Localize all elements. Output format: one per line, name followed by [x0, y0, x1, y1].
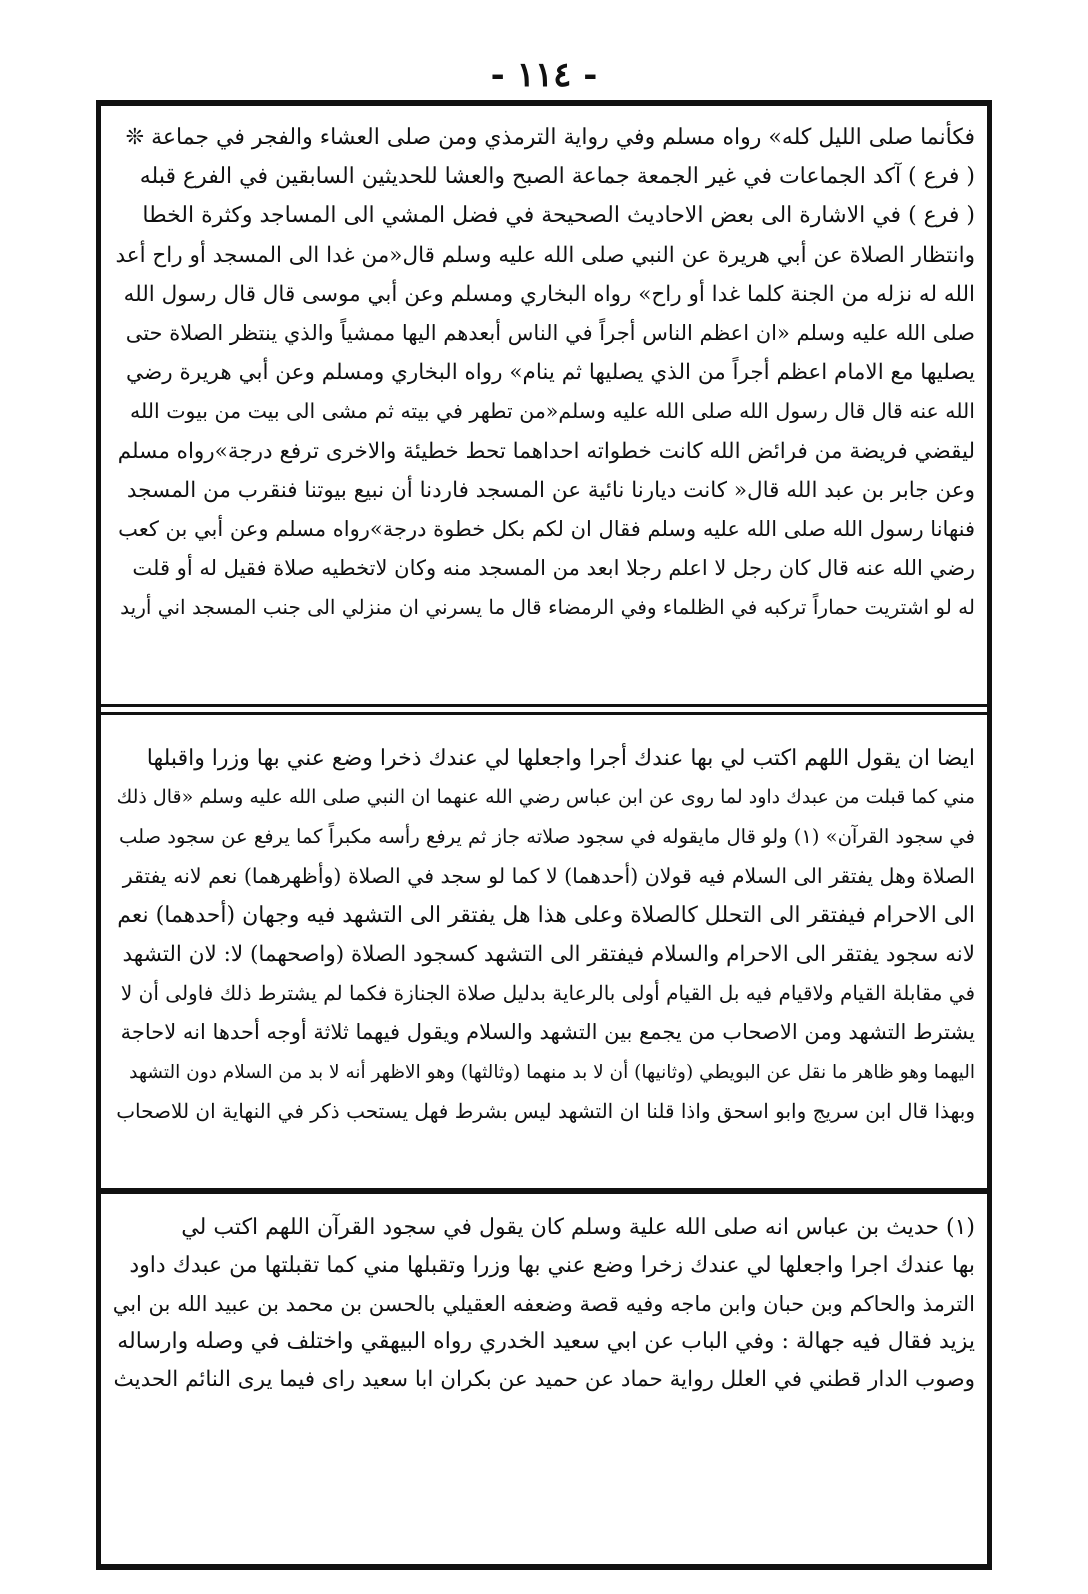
text-line: في مقابلة القيام ولاقيام فيه بل القيام أولى بالرعاية بدليل صلاة الجنازة فكما لم يشترط ذلك فاولى أن لا [120, 981, 975, 1006]
text-line: مني كما قبلت من عبدك داود لما روى عن ابن عباس رضي الله عنهما ان النبي صلى الله عليه وسلم «قال ذلك [116, 786, 975, 809]
section-divider [101, 704, 987, 715]
text-line: يصليها مع الامام اعظم أجراً من الذي يصليها ثم ينام» رواه البخاري ومسلم وعن أبي هريرة رضي [126, 360, 975, 386]
text-line: له لو اشتريت حماراً تركبه في الظلماء وفي الرمضاء قال ما يسرني ان منزلي الى جنب المسجد اني أريد [120, 595, 975, 620]
text-line: وبهذا قال ابن سريج وابو اسحق واذا قلنا ان التشهد ليس بشرط فهل يستحب ذكر في النهاية ان للاصحاب [116, 1098, 975, 1123]
footnote-line: بها عندك اجرا واجعلها لي عندك زخرا وضع عني بها وزرا وتقبلها مني كما تقبلتها من عبدك داود [129, 1253, 975, 1278]
text-line: ( فرع ) في الاشارة الى بعض الاحاديث الصحيحة في فضل المشي الى المساجد وكثرة الخطا [142, 203, 975, 229]
commentary-text-block [113, 739, 975, 1131]
text-line: صلى الله عليه وسلم «ان اعظم الناس أجراً في الناس أبعدهم اليها ممشياً والذي ينتظر الصلاة حتى [125, 320, 975, 345]
footnote-line: (١) حديث بن عباس انه صلى الله علية وسلم كان يقول في سجود القرآن اللهم اكتب لي [181, 1215, 975, 1240]
text-line: ايضا ان يقول اللهم اكتب لي بها عندك أجرا واجعلها لي عندك ذخرا وضع عني بها وزرا واقبلها [146, 746, 975, 771]
text-line: ( فرع ) آكد الجماعات في غير الجمعة جماعة الصبح والعشا للحديثين السابقين في الفرع قبله [139, 164, 975, 190]
text-line: اليهما وهو ظاهر ما نقل عن البويطي (وثانيها) أن لا بد منهما (وثالثها) وهو الاظهر أنه لا بد من السلام دون التشهد [129, 1061, 975, 1083]
page-frame [96, 100, 992, 1570]
text-line: الى الاحرام فيفتقر الى التحلل كالصلاة وعلى هذا هل يفتقر الى التشهد فيه وجهان (أحدهما) نعم [117, 902, 975, 928]
text-line: فكأنما صلى الليل كله» رواه مسلم وفي رواية الترمذي ومن صلى العشاء والفجر في جماعة ❊ [125, 125, 975, 150]
text-line: الله له نزله من الجنة كلما غدا أو راح» رواه البخاري ومسلم وعن أبي موسى قال قال رسول الله [123, 281, 975, 307]
text-line: في سجود القرآن» (١) ولو قال مايقوله في سجود صلاته جاز ثم يرفع رأسه مكبراً كما يرفع عن سجود صلب [118, 825, 975, 849]
text-line: وعن جابر بن عبد الله قال« كانت ديارنا نائية عن المسجد فاردنا أن نبيع بيوتنا فنقرب من المسجد [126, 477, 975, 503]
footnote-line: وصوب الدار قطني في العلل رواية حماد عن حميد عن بكران ابا سعيد راى فيما يرى النائم الحديث [113, 1367, 975, 1392]
footnote-divider [101, 1188, 987, 1194]
main-text-block [113, 118, 975, 627]
footnote-block [113, 1209, 975, 1399]
page-number: - ١١٤ - [490, 55, 598, 95]
footnote-line: الترمذ والحاكم وبن حبان وابن ماجه وفيه قصة وضعفه العقيلي بالحسن بن محمد بن عبيد الله بن ابي [113, 1292, 975, 1316]
text-line: الله عنه قال قال رسول الله صلى الله عليه وسلم«من تطهر في بيته ثم مشى الى بيت من بيوت الله [129, 399, 975, 424]
text-line: الصلاة وهل يفتقر الى السلام فيه قولان (أحدهما) لا كما لو سجد في الصلاة (وأظهرهما) نعم لانه يفتقر [122, 863, 975, 888]
text-line: رضي الله عنه قال كان رجل لا اعلم رجلا ابعد من المسجد منه وكان لاتخطيه صلاة فقيل له أو قلت [132, 556, 975, 581]
text-line: يشترط التشهد ومن الاصحاب من يجمع بين التشهد والسلام ويقول فيهما ثلاثة أوجه أحدها انه لاحاجة [120, 1020, 975, 1045]
text-line: لانه سجود يفتقر الى الاحرام والسلام فيفتقر الى التشهد كسجود الصلاة (واصحهما) لا: لان التشهد [122, 941, 975, 967]
text-line: فنهانا رسول الله صلى الله عليه وسلم فقال ان لكم بكل خطوة درجة»رواه مسلم وعن أبي بن كعب [118, 516, 975, 541]
text-line: ليقضي فريضة من فرائض الله كانت خطواته احداهما تحط خطيئة والاخرى ترفع درجة»رواه مسلم [117, 438, 975, 464]
text-line: وانتظار الصلاة عن أبي هريرة عن النبي صلى الله عليه وسلم قال«من غدا الى المسجد أو راح أعد [115, 242, 975, 268]
footnote-line: يزيد فقال فيه جهالة : وفي الباب عن ابي سعيد الخدري رواه البيهقي واختلف في وصله وارساله [117, 1329, 975, 1354]
